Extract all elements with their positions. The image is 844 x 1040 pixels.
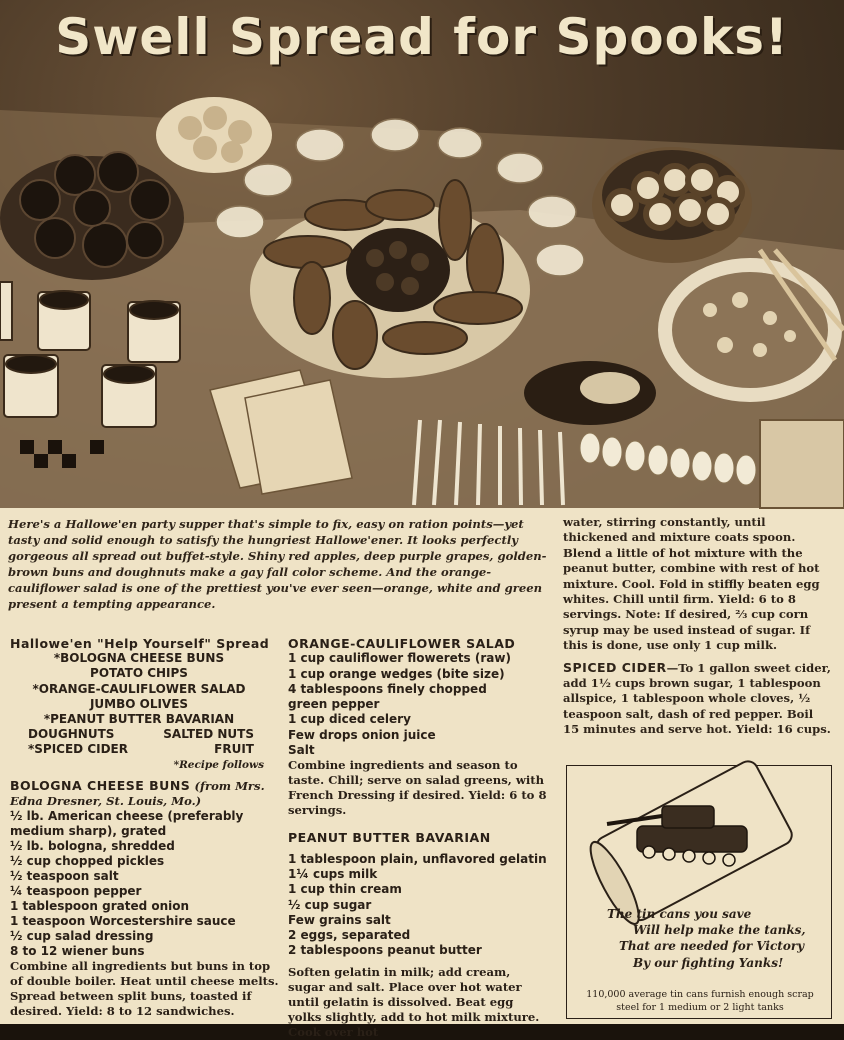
ingredient: 2 tablespoons peanut butter xyxy=(288,943,482,958)
ingredient: medium sharp), grated xyxy=(10,824,167,838)
recipe-continued: water, stirring constantly, until thickened and mixture coats spoon. Blend a little of hot mixture with the peanut butter, combine with rest of hot mixture. Cool. Fold in stiffly beaten egg whites. Chill until firm. Yield: 6 to 8 servings. Note: If desired, ⅔ cup corn syrup may be used instead of sugar. If this is done, use only 1 cup milk. xyxy=(563,515,820,653)
ingredient: 2 eggs, separated xyxy=(288,928,411,943)
middle-column xyxy=(288,636,550,1040)
ingredient: ½ cup sugar xyxy=(288,897,372,912)
menu-item: POTATO CHIPS xyxy=(90,666,188,681)
verse-line: The tin cans you save xyxy=(607,907,752,921)
ingredient: 1¼ cups milk xyxy=(288,866,378,881)
ingredient: Few grains salt xyxy=(288,912,391,927)
recipe-note: *Recipe follows xyxy=(173,758,264,771)
ingredient: 1 teaspoon Worcestershire sauce xyxy=(10,914,236,928)
ingredient: 1 cup orange wedges (bite size) xyxy=(288,666,505,681)
ingredient: Few drops onion juice xyxy=(288,727,436,742)
menu-item: JUMBO OLIVES xyxy=(89,696,189,711)
recipe-method: —To 1 gallon sweet cider, add 1½ cups brown sugar, 1 tablespoon allspice, 1 tablespoon whole cloves, ½ teaspoon salt, dash of red pepper. Boil 15 minutes and serve hot. Yield: 16 cups. xyxy=(563,660,831,737)
ingredient: Salt xyxy=(288,743,315,758)
recipe-title: PEANUT BUTTER BAVARIAN xyxy=(288,830,491,846)
menu-item: *SPICED CIDER xyxy=(28,742,128,757)
ingredient: ½ cup salad dressing xyxy=(10,929,154,943)
buffet-table-illustration xyxy=(0,0,844,508)
tin-can-ad-box xyxy=(566,765,832,1019)
party-buffet-photo xyxy=(0,0,844,508)
recipe-title: BOLOGNA CHEESE BUNS xyxy=(10,778,191,793)
ingredient: 1 cup cauliflower flowerets (raw) xyxy=(288,651,511,666)
tin-can-tank-illustration xyxy=(567,766,831,906)
bologna-recipe xyxy=(10,778,280,1019)
menu-item: *PEANUT BUTTER BAVARIAN xyxy=(43,712,235,727)
ingredient: 1 tablespoon grated onion xyxy=(10,899,190,913)
menu-list xyxy=(10,636,268,773)
ingredient: 4 tablespoons finely chopped xyxy=(288,681,487,696)
menu-item: *ORANGE-CAULIFLOWER SALAD xyxy=(32,681,246,696)
ingredient: 1 cup thin cream xyxy=(288,882,402,897)
recipe-method: Soften gelatin in milk; add cream, sugar and salt. Place over hot water until gelatin is dissolved. Beat egg yolks slightly, add to hot milk mixture. Cook over hot xyxy=(288,964,540,1039)
ingredient: 1 cup diced celery xyxy=(288,712,411,727)
recipe-method: Combine all ingredients but buns in top of double boiler. Heat until cheese melts. Spread between split buns, toasted if desired. Yield: 8 to 12 sandwiches. xyxy=(10,959,279,1018)
ingredient: ½ cup chopped pickles xyxy=(10,854,165,868)
verse-line: That are needed for Victory xyxy=(619,939,805,954)
ingredient: ¼ teaspoon pepper xyxy=(10,884,142,898)
verse-line: Will help make the tanks, xyxy=(633,923,806,938)
intro-paragraph: Here's a Hallowe'en party supper that's simple to fix, easy on ration points—yet tasty and solid enough to satisfy the hungriest Hallowe'ener. It looks perfectly gorgeous all spread out buffet-style. Shiny red apples, deep purple grapes, golden-brown buns and doughnuts make a gay fall color scheme. And the orange-cauliflower salad is one of the prettiest you've ever seen—orange, white and green present a tempting appearance. xyxy=(8,517,547,611)
ingredient: ½ lb. bologna, shredded xyxy=(10,839,175,853)
recipe-title: SPICED CIDER xyxy=(563,659,667,675)
verse-line: By our fighting Yanks! xyxy=(633,955,784,970)
right-column xyxy=(563,515,831,738)
ingredient: ½ lb. American cheese (preferably xyxy=(10,809,244,823)
ingredient: green pepper xyxy=(288,697,380,712)
ingredient: ½ teaspoon salt xyxy=(10,869,119,883)
ingredient: 8 to 12 wiener buns xyxy=(10,944,145,958)
menu-title: Hallowe'en "Help Yourself" Spread xyxy=(10,636,270,651)
menu-item: DOUGHNUTS xyxy=(28,727,115,742)
ad-footnote: 110,000 average tin cans furnish enough scrap steel for 1 medium or 2 light tanks xyxy=(586,989,814,1013)
ingredient: 1 tablespoon plain, unflavored gelatin xyxy=(288,851,547,866)
ad-verse xyxy=(567,906,831,971)
headline: Swell Spread for Spooks! xyxy=(55,8,789,66)
recipe-title: ORANGE-CAULIFLOWER SALAD xyxy=(288,636,516,651)
menu-item: SALTED NUTS xyxy=(163,727,254,742)
recipe-method: Combine ingredients and season to taste. Chill; serve on salad greens, with French Dressing if desired. Yield: 6 to 8 servings. xyxy=(288,758,547,818)
menu-item: *BOLOGNA CHEESE BUNS xyxy=(53,651,225,666)
recipe-credit: (from Mrs. Edna Dresner, St. Louis, Mo.) xyxy=(10,779,265,808)
menu-item: FRUIT xyxy=(214,742,254,757)
